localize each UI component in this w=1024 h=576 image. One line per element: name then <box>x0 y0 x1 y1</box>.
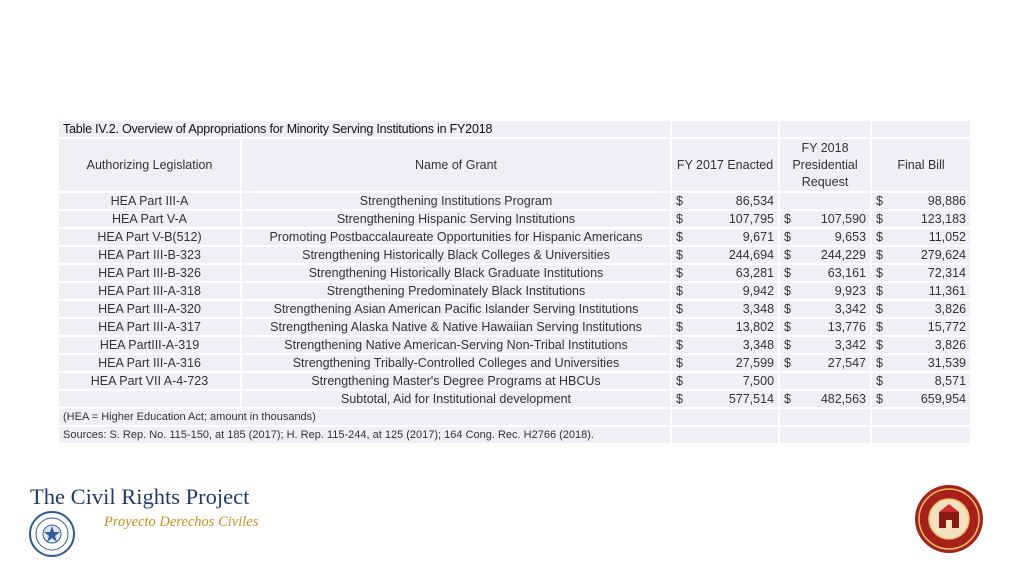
cell-fy2017 <box>671 264 779 282</box>
cell-final <box>871 300 971 318</box>
cell-fy2018 <box>779 318 871 336</box>
cell-legislation: HEA Part III-B-323 <box>58 246 241 264</box>
amount-value: 27,547 <box>827 356 867 370</box>
cell-fy2018 <box>779 246 871 264</box>
table-row <box>58 246 971 264</box>
amount-value: 72,314 <box>927 266 967 280</box>
amount-value: 31,539 <box>927 356 967 370</box>
currency-symbol: $ <box>876 392 883 406</box>
cell-fy2018 <box>779 282 871 300</box>
cell-fy2017 <box>671 282 779 300</box>
cell-fy2017 <box>671 372 779 390</box>
cell-fy2017 <box>671 210 779 228</box>
cell-fy2018 <box>779 354 871 372</box>
cell-legislation: HEA PartIII-A-319 <box>58 336 241 354</box>
cell-legislation: HEA Part III-A-320 <box>58 300 241 318</box>
table-row <box>58 228 971 246</box>
table-row <box>58 318 971 336</box>
cell-legislation: HEA Part III-A-317 <box>58 318 241 336</box>
civil-rights-project-logo <box>28 484 288 564</box>
cell-fy2017 <box>671 192 779 210</box>
amount-value: 9,942 <box>742 284 775 298</box>
currency-symbol: $ <box>676 374 683 388</box>
boston-college-seal-icon <box>914 484 984 554</box>
cell-grant: Promoting Postbaccalaureate Opportunities for Hispanic Americans <box>241 228 671 246</box>
cell-fy2018 <box>779 336 871 354</box>
cell-final <box>871 390 971 408</box>
cell-fy2017 <box>671 228 779 246</box>
cell-grant: Strengthening Alaska Native & Native Hawaiian Serving Institutions <box>241 318 671 336</box>
header-fy2018: FY 2018 Presidential Request <box>779 138 871 192</box>
currency-symbol: $ <box>676 230 683 244</box>
table-row <box>58 372 971 390</box>
logo-title: The Civil Rights Project <box>30 484 250 509</box>
currency-symbol: $ <box>676 320 683 334</box>
table-row <box>58 192 971 210</box>
cell-fy2017 <box>671 390 779 408</box>
cell-grant: Strengthening Tribally-Controlled Colleges and Universities <box>241 354 671 372</box>
amount-value: 3,342 <box>834 338 867 352</box>
currency-symbol: $ <box>784 230 791 244</box>
cell-grant: Strengthening Historically Black Graduate Institutions <box>241 264 671 282</box>
currency-symbol: $ <box>676 392 683 406</box>
amount-value: 86,534 <box>735 194 775 208</box>
table-title-row <box>58 120 971 138</box>
amount-value: 7,500 <box>742 374 775 388</box>
cell-fy2018 <box>779 300 871 318</box>
currency-symbol: $ <box>676 356 683 370</box>
amount-value: 63,281 <box>735 266 775 280</box>
cell-fy2018 <box>779 192 871 210</box>
cell-final <box>871 264 971 282</box>
cell-fy2017 <box>671 246 779 264</box>
logo-subtitle: Proyecto Derechos Civiles <box>104 514 259 530</box>
table-note-row <box>58 408 971 426</box>
table-row <box>58 210 971 228</box>
currency-symbol: $ <box>876 194 883 208</box>
cell-final <box>871 354 971 372</box>
amount-value: 107,590 <box>820 212 867 226</box>
cell-fy2017 <box>671 318 779 336</box>
cell-final <box>871 282 971 300</box>
amount-value: 11,052 <box>928 230 967 244</box>
amount-value: 3,342 <box>834 302 867 316</box>
cell-fy2018 <box>779 264 871 282</box>
cell-fy2017 <box>671 354 779 372</box>
currency-symbol: $ <box>784 338 791 352</box>
currency-symbol: $ <box>784 392 791 406</box>
currency-symbol: $ <box>676 248 683 262</box>
currency-symbol: $ <box>876 230 883 244</box>
ucla-seal-icon <box>28 510 76 558</box>
amount-value: 63,161 <box>827 266 867 280</box>
amount-value: 98,886 <box>927 194 967 208</box>
cell-fy2018 <box>779 390 871 408</box>
amount-value: 11,361 <box>928 284 967 298</box>
cell-legislation: HEA Part III-A-316 <box>58 354 241 372</box>
currency-symbol: $ <box>676 194 683 208</box>
amount-value: 9,671 <box>742 230 775 244</box>
currency-symbol: $ <box>676 302 683 316</box>
cell-final <box>871 192 971 210</box>
currency-symbol: $ <box>676 266 683 280</box>
table-row <box>58 390 971 408</box>
header-final: Final Bill <box>871 138 971 192</box>
amount-value: 3,826 <box>934 302 967 316</box>
cell-fy2017 <box>671 336 779 354</box>
currency-symbol: $ <box>876 248 883 262</box>
currency-symbol: $ <box>876 374 883 388</box>
cell-grant: Strengthening Native American-Serving Non-Tribal Institutions <box>241 336 671 354</box>
currency-symbol: $ <box>876 284 883 298</box>
cell-legislation: HEA Part V-B(512) <box>58 228 241 246</box>
amount-value: 482,563 <box>820 392 867 406</box>
cell-grant: Strengthening Predominately Black Institutions <box>241 282 671 300</box>
header-legislation: Authorizing Legislation <box>58 138 241 192</box>
table-note: (HEA = Higher Education Act; amount in thousands) <box>58 408 671 426</box>
amount-value: 13,776 <box>827 320 867 334</box>
amount-value: 123,183 <box>920 212 967 226</box>
amount-value: 8,571 <box>934 374 967 388</box>
currency-symbol: $ <box>784 212 791 226</box>
amount-value: 9,653 <box>834 230 867 244</box>
table-sources-row <box>58 426 971 444</box>
cell-grant: Strengthening Hispanic Serving Institutions <box>241 210 671 228</box>
amount-value: 9,923 <box>834 284 867 298</box>
amount-value: 244,694 <box>728 248 775 262</box>
cell-legislation: HEA Part III-A <box>58 192 241 210</box>
currency-symbol: $ <box>876 212 883 226</box>
amount-value: 244,229 <box>820 248 867 262</box>
cell-legislation <box>58 390 241 408</box>
cell-legislation: HEA Part III-A-318 <box>58 282 241 300</box>
currency-symbol: $ <box>784 284 791 298</box>
currency-symbol: $ <box>876 302 883 316</box>
table-row <box>58 354 971 372</box>
cell-final <box>871 336 971 354</box>
amount-value: 3,348 <box>742 338 775 352</box>
table-row <box>58 264 971 282</box>
cell-fy2017 <box>671 300 779 318</box>
amount-value: 279,624 <box>920 248 967 262</box>
header-fy2017: FY 2017 Enacted <box>671 138 779 192</box>
currency-symbol: $ <box>676 338 683 352</box>
currency-symbol: $ <box>784 266 791 280</box>
amount-value: 577,514 <box>728 392 775 406</box>
table-row <box>58 300 971 318</box>
cell-grant: Strengthening Institutions Program <box>241 192 671 210</box>
table-title: Table IV.2. Overview of Appropriations for Minority Serving Institutions in FY2018 <box>58 120 671 138</box>
table-row <box>58 282 971 300</box>
currency-symbol: $ <box>784 248 791 262</box>
currency-symbol: $ <box>784 320 791 334</box>
cell-grant: Strengthening Master's Degree Programs at HBCUs <box>241 372 671 390</box>
cell-final <box>871 228 971 246</box>
cell-final <box>871 318 971 336</box>
currency-symbol: $ <box>676 284 683 298</box>
amount-value: 659,954 <box>920 392 967 406</box>
currency-symbol: $ <box>784 302 791 316</box>
cell-legislation: HEA Part V-A <box>58 210 241 228</box>
amount-value: 3,826 <box>934 338 967 352</box>
cell-fy2018 <box>779 210 871 228</box>
cell-legislation: HEA Part III-B-326 <box>58 264 241 282</box>
currency-symbol: $ <box>876 338 883 352</box>
amount-value: 15,772 <box>927 320 967 334</box>
cell-grant: Strengthening Asian American Pacific Islander Serving Institutions <box>241 300 671 318</box>
amount-value: 107,795 <box>728 212 775 226</box>
cell-legislation: HEA Part VII A-4-723 <box>58 372 241 390</box>
cell-final <box>871 210 971 228</box>
cell-fy2018 <box>779 228 871 246</box>
currency-symbol: $ <box>676 212 683 226</box>
currency-symbol: $ <box>876 320 883 334</box>
currency-symbol: $ <box>876 266 883 280</box>
amount-value: 3,348 <box>742 302 775 316</box>
header-grant: Name of Grant <box>241 138 671 192</box>
table-header-row <box>58 138 971 192</box>
currency-symbol: $ <box>876 356 883 370</box>
cell-final <box>871 246 971 264</box>
appropriations-table <box>57 119 972 445</box>
cell-grant: Subtotal, Aid for Institutional development <box>241 390 671 408</box>
amount-value: 27,599 <box>735 356 775 370</box>
table-row <box>58 336 971 354</box>
cell-final <box>871 372 971 390</box>
amount-value: 13,802 <box>735 320 775 334</box>
table-sources: Sources: S. Rep. No. 115-150, at 185 (2017); H. Rep. 115-244, at 125 (2017); 164 Cong. Rec. H2766 (2018). <box>58 426 671 444</box>
cell-fy2018 <box>779 372 871 390</box>
cell-grant: Strengthening Historically Black Colleges & Universities <box>241 246 671 264</box>
currency-symbol: $ <box>784 356 791 370</box>
